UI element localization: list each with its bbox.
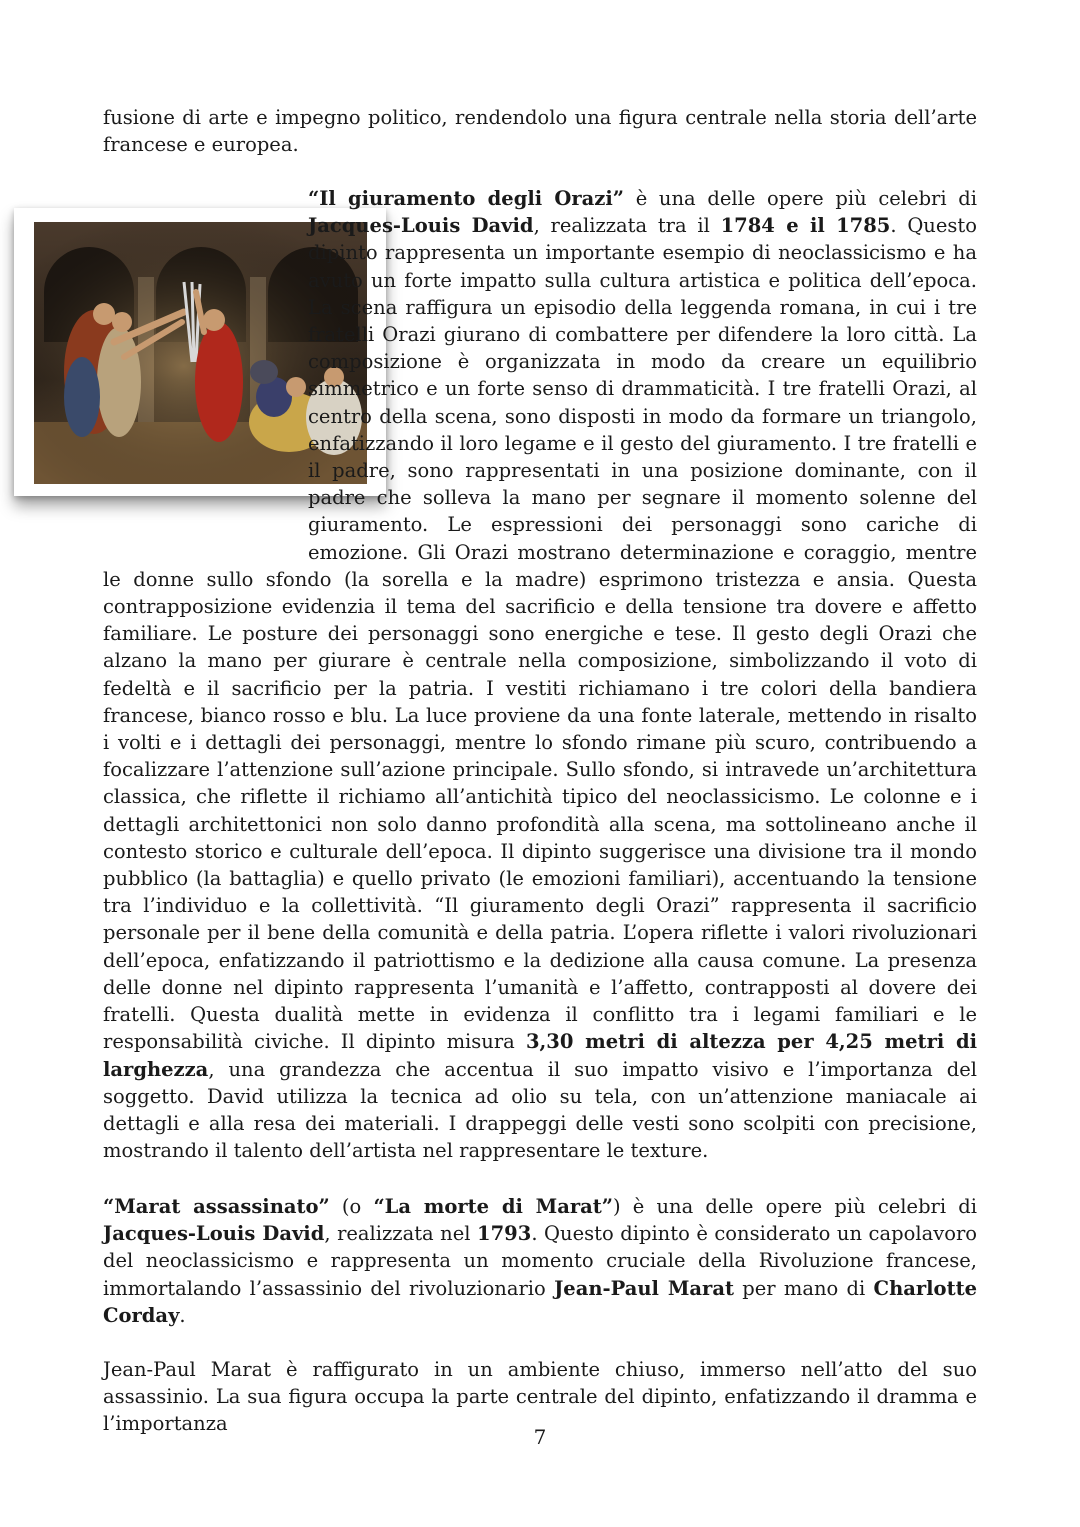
author-name: Jacques-Louis David bbox=[308, 214, 534, 238]
marat-description-text: Jean-Paul Marat è raffigurato in un ambiente chiuso, immerso nell’atto del suo assassinio. La sua figura occupa la parte centrale del dipinto, enfatizzando il dramma e l’importanza bbox=[103, 1358, 977, 1436]
intro-paragraph bbox=[103, 104, 977, 158]
text-run: per mano di bbox=[733, 1276, 874, 1300]
marat-year: 1793 bbox=[477, 1222, 532, 1246]
text-run: . bbox=[179, 1303, 186, 1327]
orazi-years: 1784 e il 1785 bbox=[720, 214, 891, 238]
marat-name: Jean-Paul Marat bbox=[554, 1276, 734, 1300]
marat-intro-paragraph bbox=[103, 1193, 977, 1329]
painting-float-space bbox=[0, 185, 308, 553]
orazi-paragraph bbox=[103, 185, 977, 1164]
text-run: , realizzata nel bbox=[324, 1222, 478, 1246]
text-run: , realizzata tra il bbox=[533, 214, 721, 238]
author-name: Jacques-Louis David bbox=[103, 1222, 325, 1246]
text-run: . Questo dipinto rappresenta un importante esempio di neoclassicismo e ha avuto un forte impatto sulla cultura artistica e politica dell’epoca. La scena raffigura un episodio della leggenda romana, in cui i tre fratelli Orazi giurano di combattere per difendere la loro città. La composizione è organizzata in modo da creare un equilibrio simmetrico e un forte senso di drammaticità. I tre fratelli Orazi, al centro della scena, sono disposti in modo da formare un triangolo, enfatizzando il loro legame e il gesto del giuramento. I tre fratelli e il padre, sono rappresentati in una posizione dominante, con il padre che solleva la mano per segnare il momento solenne del giuramento. Le espressioni dei personaggi sono cariche di emozione. Gli Orazi mostrano determinazione e coraggio, mentre le donne sullo sfondo (la sorella e la madre) esprimono tristezza e ansia. Questa contrapposizione evidenzia il tema del sacrificio e della tensione tra dovere e affetto familiare. Le posture dei personaggi sono energiche e tese. Il gesto degli Orazi che alzano la mano per giurare è centrale nella composizione, simbolizzando il voto di fedeltà e il sacrificio per la patria. I vestiti richiamano i tre colori della bandiera francese, bianco rosso e blu. La luce proviene da una fonte laterale, mettendo in risalto i volti e i dettagli dei personaggi, mentre lo sfondo rimane più scuro, contribuendo a focalizzare l’attenzione sull’azione principale. Sullo sfondo, si intravede un’architettura classica, che riflette il richiamo all’antichità tipico del neoclassicismo. Le colonne e i dettagli architettonici non solo danno profondità alla scena, ma sottolineano anche il contesto storico e culturale dell’epoca. Il dipinto suggerisce una divisione tra il mondo pubblico (la battaglia) e quello privato (le emozioni familiari), accentuando la tensione tra l’individuo e la collettività. “Il giuramento degli Orazi” rappresenta il sacrificio personale per il bene della comunità e della patria. L’opera riflette i valori rivoluzionari dell’epoca, enfatizzando il patriottismo e la dedizione alla causa comune. La presenza delle donne nel dipinto rappresenta l’umanità e l’affetto, contrapposti al dovere dei fratelli. Questa dualità mette in evidenza il conflitto tra i legami familiari e le responsabilità civiche. Il dipinto misura bbox=[103, 214, 977, 1054]
text-run: è una delle opere più celebri di bbox=[624, 187, 978, 210]
orazi-title: “Il giuramento degli Orazi” bbox=[308, 187, 625, 210]
text-run: , una grandezza che accentua il suo impatto visivo e l’importanza del soggetto. David utilizza la tecnica ad olio su tela, con un’attenzione maniacale ai dettagli e alla resa dei materiali. I drappeggi delle vesti sono scolpiti con precisione, mostrando il talento dell’artista nel rappresentare le texture. bbox=[103, 1057, 977, 1163]
text-run: ) è una delle opere più celebri di bbox=[613, 1195, 977, 1218]
marat-alt-title: “La morte di Marat” bbox=[373, 1195, 613, 1218]
marat-text bbox=[103, 1193, 977, 1329]
corday-name: Charlotte Corday bbox=[103, 1276, 977, 1327]
marat-title: “Marat assassinato” bbox=[103, 1195, 330, 1218]
text-run: (o bbox=[329, 1195, 374, 1218]
text-run: . Questo dipinto è considerato un capolavoro del neoclassicismo e rappresenta un momento cruciale della Rivoluzione francese, immortalando l’assassinio del rivoluzionario bbox=[103, 1222, 978, 1300]
page-number: 7 bbox=[533, 1425, 547, 1449]
intro-text: fusione di arte e impegno politico, rendendolo una figura centrale nella storia dell’arte francese e europea. bbox=[103, 106, 977, 157]
orazi-dimensions: 3,30 metri di altezza per 4,25 metri di larghezza bbox=[103, 1030, 978, 1081]
